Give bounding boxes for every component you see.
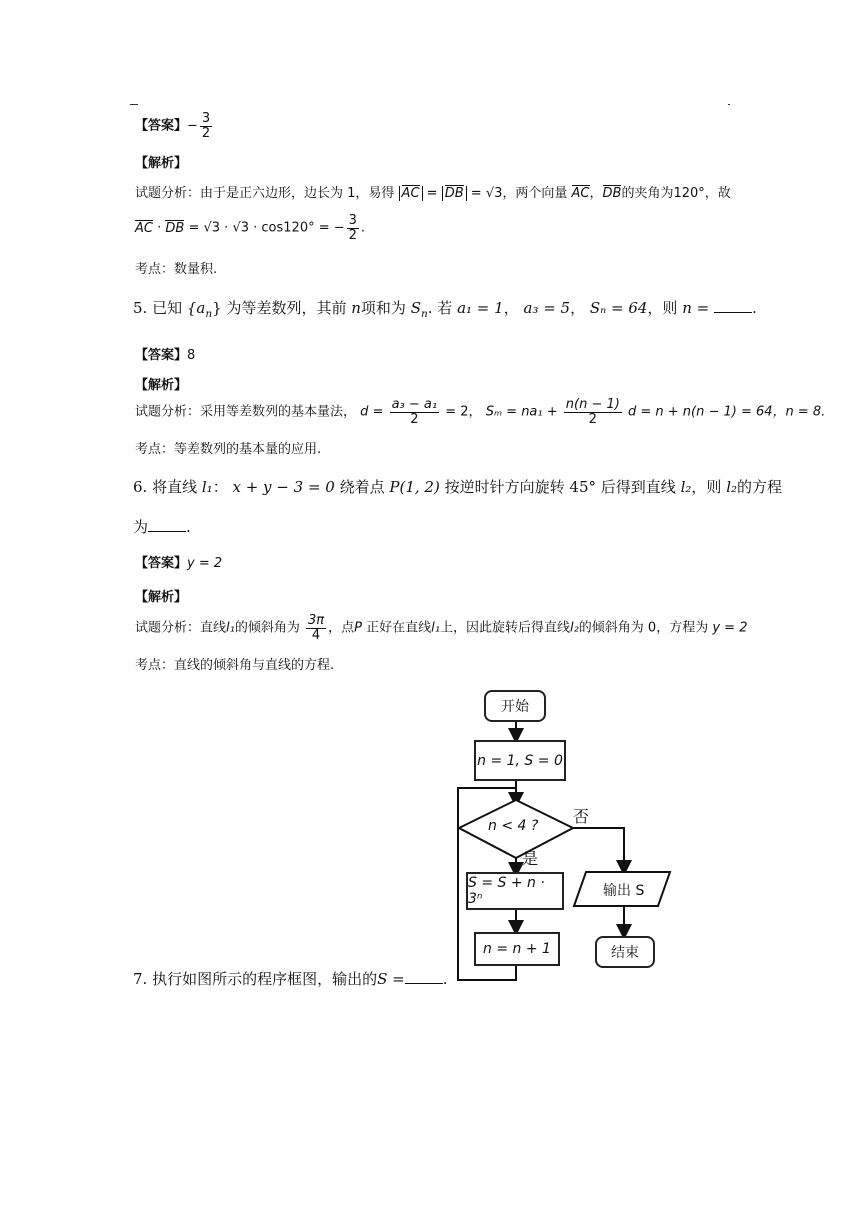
q4-answer-num: 3 xyxy=(201,111,211,126)
q6-line1: l₁ xyxy=(201,478,213,496)
q5-frac1-den: 2 xyxy=(410,411,419,427)
q4-analysis-line1: 试题分析：由于是正六边形，边长为 1，易得 AC = DB = √3，两个向量 AC，DB的夹角为120°，故 xyxy=(135,186,731,201)
q6-analysis-c: ，点 xyxy=(328,620,355,636)
q6-answer: y = 2 xyxy=(187,556,223,571)
q6-answer-tag: 【答案】 xyxy=(135,556,188,571)
q5-analysis-b: = 2， xyxy=(445,404,482,420)
q4-vec-db: DB xyxy=(444,186,464,201)
q5-seq: {a xyxy=(186,299,206,317)
q4-analysis-line2: AC · DB = √3 · √3 · cos120° = − $\frac{3}{2}$ . xyxy=(135,213,366,243)
q5-text-e: ，则 xyxy=(647,299,678,317)
q5-kaodian: 考点：等差数列的基本量的应用. xyxy=(135,442,322,457)
q6-text-h: 为 xyxy=(133,518,149,536)
q7-text-a: 7. 执行如图所示的程序框图，输出的 xyxy=(133,970,378,988)
q6-text-c: 绕着点 xyxy=(339,478,385,496)
q6-line2-b: l₂ xyxy=(726,478,737,496)
q6-analysis-ans: y = 2 xyxy=(712,620,748,636)
q6-text-d: 按逆时针方向旋转 xyxy=(444,478,565,496)
q6-frac-num: 3π xyxy=(308,613,325,628)
flow-output-label: 输出 S xyxy=(603,883,645,899)
q6-text-e: 后得到直线 xyxy=(600,478,676,496)
q4-answer-tag: 【答案】 xyxy=(135,118,188,134)
q6-analysis-l1: l₁ xyxy=(226,620,235,636)
q7-text-b: = xyxy=(392,970,405,988)
q5-answer-tag: 【答案】 xyxy=(135,348,188,363)
q6-analysis-tag: 【解析】 xyxy=(135,590,188,605)
q6-analysis-d: 正好在直线 xyxy=(366,620,432,636)
q6-question-line2: 为 . xyxy=(133,518,191,536)
q6-eq: x + y − 3 = 0 xyxy=(232,478,335,496)
q6-line2: l₂ xyxy=(680,478,692,496)
q5-text-c: 项和为 xyxy=(360,299,406,317)
q6-text-f: ，则 xyxy=(691,478,722,496)
q7-text-s: S xyxy=(377,970,388,988)
q6-analysis-l2: l₂ xyxy=(569,620,579,636)
q5-frac2-den: 2 xyxy=(588,411,597,427)
q5-text-a: 5. 已知 xyxy=(133,299,183,317)
q5-frac1-num: a₃ − a₁ xyxy=(391,397,438,412)
q4-kaodian: 考点：数量积. xyxy=(135,262,218,277)
flow-init: n = 1, S = 0 xyxy=(474,740,566,781)
q6-text-g: 的方程 xyxy=(737,478,783,496)
flow-start: 开始 xyxy=(484,690,546,722)
q5-analysis-a: 试题分析：采用等差数列的基本量法， xyxy=(135,404,357,420)
q4-sqrt3: √3 xyxy=(485,186,503,201)
q6-angle: 45° xyxy=(569,478,596,496)
q4-analysis-text-a: 试题分析：由于是正六边形，边长为 1，易得 xyxy=(135,186,395,201)
q5-cond2: a₃ = 5 xyxy=(523,299,571,317)
q5-text-f: = xyxy=(696,299,710,317)
q4-line2-den: 2 xyxy=(348,227,357,243)
flow-end: 结束 xyxy=(595,936,655,968)
q4-analysis-text-d: = √3 · √3 · cos120° = − xyxy=(188,220,345,236)
q4-line2-num: 3 xyxy=(348,213,357,228)
q7-question: 7. 执行如图所示的程序框图，输出的S = . xyxy=(133,970,448,988)
q4-answer-line: 【答案】− $\frac{3}{2}$ xyxy=(135,111,211,141)
q4-vec-db-3: DB xyxy=(165,220,185,236)
q7-answer-blank[interactable] xyxy=(405,982,443,984)
q6-kaodian: 考点：直线的倾斜角与直线的方程. xyxy=(135,658,335,673)
flow-update-n: n = n + 1 xyxy=(474,932,560,966)
q6-analysis-e: 上，因此旋转后得直线 xyxy=(439,620,570,636)
flow-condition-label: n < 4 ? xyxy=(488,818,539,834)
q6-point: P(1, 2) xyxy=(389,478,440,496)
q6-analysis-p: P xyxy=(354,620,362,636)
q5-analysis: 试题分析：采用等差数列的基本量法， d = $\frac{\text{a₃ − a₁}}{2}$ = 2， Sₘ = na₁ + $\frac{n(n - 1)}{2}$ d = n + n(n − 1) = 64，n = 8. xyxy=(135,397,826,427)
q4-analysis-text-b: ，两个向量 xyxy=(502,186,568,201)
q5-cond1: a₁ = 1 xyxy=(457,299,504,317)
flow-update-s: S = S + n · 3ⁿ xyxy=(466,872,564,910)
q4-answer-den: 2 xyxy=(201,125,211,141)
q4-vec-ac-3: AC xyxy=(135,220,153,236)
flow-yes-label: 是 xyxy=(522,849,539,868)
q6-analysis-a: 试题分析：直线 xyxy=(135,620,227,636)
q6-text-a: 6. 将直线 xyxy=(133,478,198,496)
q4-vec-db-2: DB xyxy=(602,186,622,201)
q6-analysis-f: 的倾斜角为 0，方程为 xyxy=(578,620,709,636)
q4-vec-ac: AC xyxy=(401,186,420,201)
q4-analysis-tag: 【解析】 xyxy=(135,156,188,171)
q5-text-b: } 为等差数列，其前 xyxy=(212,299,347,317)
q6-analysis-b: 的倾斜角为 xyxy=(234,620,300,636)
q4-vec-ac-2: AC xyxy=(571,186,590,201)
q5-question: 5. 已知 $\{a_n\}$ 为等差数列，其前 n项和为 $S_n$. 若 a₁ = 1， a₃ = 5， Sₙ = 64，则 n = . xyxy=(133,299,757,320)
q6-text-b: ： xyxy=(212,478,228,496)
q4-analysis-text-c: 的夹角为120°，故 xyxy=(621,186,731,201)
flow-no-label: 否 xyxy=(573,807,590,826)
q5-answer: 8 xyxy=(187,348,196,363)
q5-analysis-c: Sₘ = na₁ + xyxy=(485,404,558,420)
q6-analysis-l1-b: l₁ xyxy=(431,620,440,636)
q5-analysis-d: d = n + n(n − 1) = 64，n = 8. xyxy=(627,404,826,420)
q6-frac-den: 4 xyxy=(311,627,321,643)
q5-analysis-tag: 【解析】 xyxy=(135,378,188,393)
q5-cond3: Sₙ = 64 xyxy=(589,299,648,317)
q5-frac2-num: n(n − 1) xyxy=(565,397,620,412)
q5-text-d: . 若 xyxy=(427,299,453,317)
